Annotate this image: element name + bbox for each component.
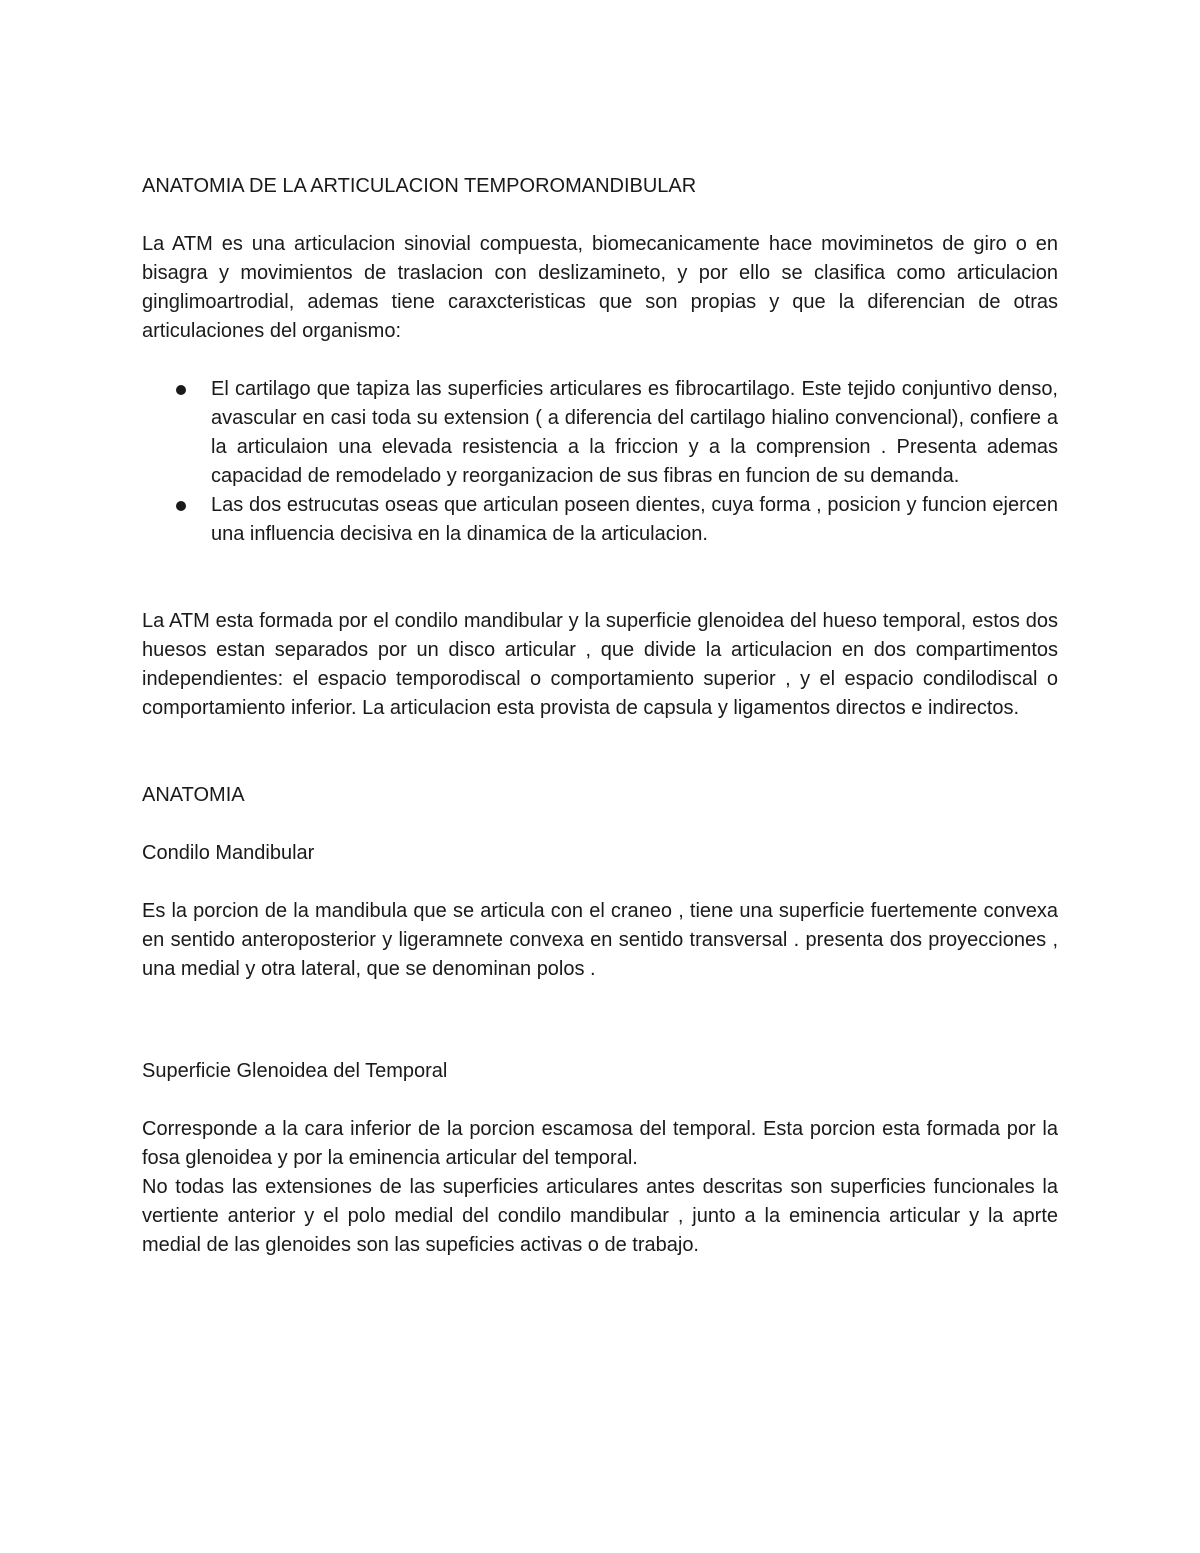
- anatomy-heading: ANATOMIA: [142, 784, 245, 806]
- characteristics-list: [142, 375, 1058, 549]
- list-item-text: Las dos estrucutas oseas que articulan poseen dientes, cuya forma , posicion y funcion ejercen una influencia decisiva en la dinamica de la articulacion.: [211, 494, 1058, 545]
- bullet-icon: [176, 501, 186, 511]
- list-item: [142, 375, 1058, 491]
- condyle-paragraph: Es la porcion de la mandibula que se articula con el craneo , tiene una superficie fuertemente convexa en sentido anteroposterior y ligeramnete convexa en sentido transversal . presenta dos proyecciones , una medial y otra lateral, que se denominan polos .: [142, 900, 1058, 980]
- list-item-text: El cartilago que tapiza las superficies articulares es fibrocartilago. Este tejido conjuntivo denso, avascular en casi toda su extension ( a diferencia del cartilago hialino convencional), confiere a la articulaion una elevada resistencia a la friccion y a la comprension . Presenta ademas capacidad de remodelado y reorganizacion de sus fibras en funcion de su demanda.: [211, 378, 1058, 487]
- bullet-icon: [176, 385, 186, 395]
- document-page: [142, 172, 1058, 1260]
- glenoid-heading: Superficie Glenoidea del Temporal: [142, 1060, 448, 1082]
- condyle-heading: Condilo Mandibular: [142, 842, 315, 864]
- document-title: ANATOMIA DE LA ARTICULACION TEMPOROMANDIBULAR: [142, 175, 697, 197]
- intro-paragraph: La ATM es una articulacion sinovial compuesta, biomecanicamente hace moviminetos de giro o en bisagra y movimientos de traslacion con deslizamineto, y por ello se clasifica como articulacion ginglimoartrodial, ademas tiene caraxcteristicas que son propias y que la diferencian de otras articulaciones del organismo:: [142, 233, 1058, 342]
- glenoid-paragraph-1: Corresponde a la cara inferior de la porcion escamosa del temporal. Esta porcion esta formada por la fosa glenoidea y por la eminencia articular del temporal.: [142, 1118, 1058, 1169]
- list-item: [142, 491, 1058, 549]
- glenoid-paragraph-2: No todas las extensiones de las superficies articulares antes descritas son superficies funcionales la vertiente anterior y el polo medial del condilo mandibular , junto a la eminencia articular y la aprte medial de las glenoides son las supeficies activas o de trabajo.: [142, 1176, 1058, 1256]
- formation-paragraph: La ATM esta formada por el condilo mandibular y la superficie glenoidea del hueso temporal, estos dos huesos estan separados por un disco articular , que divide la articulacion en dos compartimentos independientes: el espacio temporodiscal o comportamiento superior , y el espacio condilodiscal o comportamiento inferior. La articulacion esta provista de capsula y ligamentos directos e indirectos.: [142, 610, 1058, 719]
